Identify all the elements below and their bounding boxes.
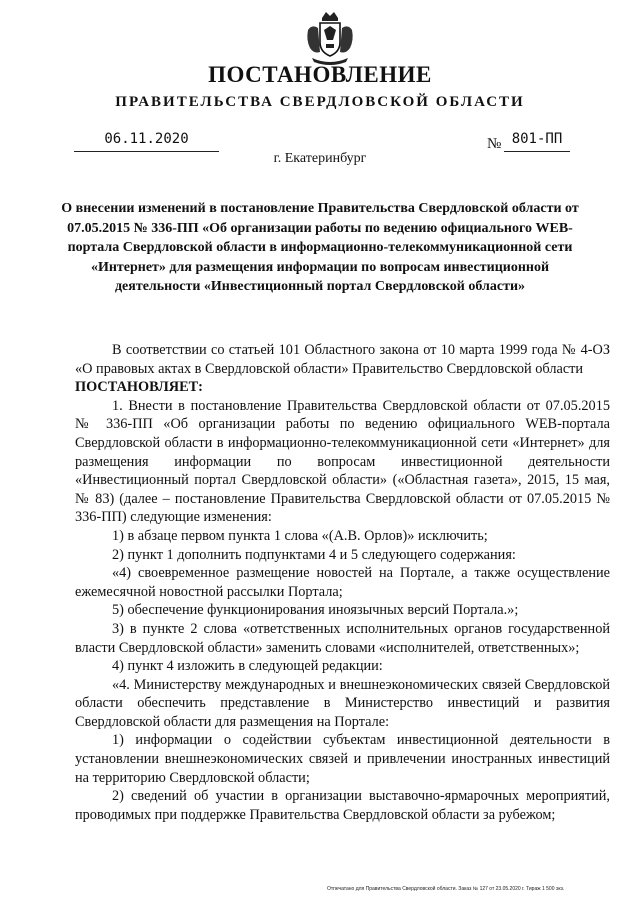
paragraph-8: «4. Министерству международных и внешнеэкономических связей Свердловской области обеспечить представление в Министерство инвестиций и развития Свердловской области для размещения на Портале:	[75, 676, 610, 730]
city: г. Екатеринбург	[273, 151, 367, 166]
preamble: В соответствии со статьей 101 Областного закона от 10 марта 1999 года № 4-ОЗ «О правовых актах в Свердловской области» Правительство Свердловской области	[75, 342, 610, 377]
print-imprint: Отпечатано для Правительства Свердловской области. Заказ № 127 от 23.05.2020 г. Тираж 1 500 экз.	[327, 886, 565, 892]
paragraph-4: «4) своевременное размещение новостей на Портале, а также осуществление ежемесячной новостной рассылки Портала;	[75, 565, 610, 600]
paragraph-1: 1. Внести в постановление Правительства Свердловской области от 07.05.2015 № 336-ПП «Об организации работы по ведению официального WEB-портала Свердловской области в информационно-телекоммуникационной сети «Интернет» для размещения информации по вопросам инвестиционной деятельности «Инвестиционный портал Свердловской области» («Областная газета», 2015, 15 мая, № 83) (далее – постановление Правительства Свердловской области от 07.05.2015 № 336-ПП) следующие изменения:	[75, 397, 610, 526]
paragraph-9: 1) информации о содействии субъектам инвестиционной деятельности в установлении внешнеэкономических связей и привлечении иностранных инвестиций на территорию Свердловской области;	[75, 732, 610, 786]
document-number: 801-ПП	[511, 131, 563, 147]
number-label: №	[487, 136, 502, 152]
paragraph-10: 2) сведений об участии в организации выставочно-ярмарочных мероприятий, проводимых при поддержке Правительства Свердловской области за рубежом;	[75, 788, 610, 823]
issuing-authority: ПРАВИТЕЛЬСТВА СВЕРДЛОВСКОЙ ОБЛАСТИ	[115, 94, 525, 110]
document-type: ПОСТАНОВЛЕНИЕ	[208, 62, 432, 87]
coat-of-arms-icon	[300, 8, 360, 68]
resolves-heading	[75, 378, 610, 397]
document-date: 06.11.2020	[104, 131, 189, 147]
document-body	[75, 341, 610, 824]
paragraph-2: 1) в абзаце первом пункта 1 слова «(А.В. Орлов)» исключить;	[112, 527, 488, 544]
paragraph-6: 3) в пункте 2 слова «ответственных исполнительных органов государственной власти Свердловской области» заменить словами «исполнителей, ответственных»;	[75, 620, 610, 656]
paragraph-5: 5) обеспечение функционирования иноязычных версий Портала.»;	[112, 602, 519, 619]
paragraph-7: 4) пункт 4 изложить в следующей редакции:	[112, 658, 383, 675]
document-title: О внесении изменений в постановление Правительства Свердловской области от 07.05.2015 № 336-ПП «Об организации работы по ведению официального WEB-портала Свердловской области в информационно-телекоммуникационной сети «Интернет» для размещения информации по вопросам инвестиционной деятельности «Инвестиционный портал Свердловской области»	[61, 201, 579, 295]
paragraph-3: 2) пункт 1 дополнить подпунктами 4 и 5 следующего содержания:	[112, 546, 516, 563]
resolves-word: ПОСТАНОВЛЯЕТ:	[75, 379, 203, 396]
